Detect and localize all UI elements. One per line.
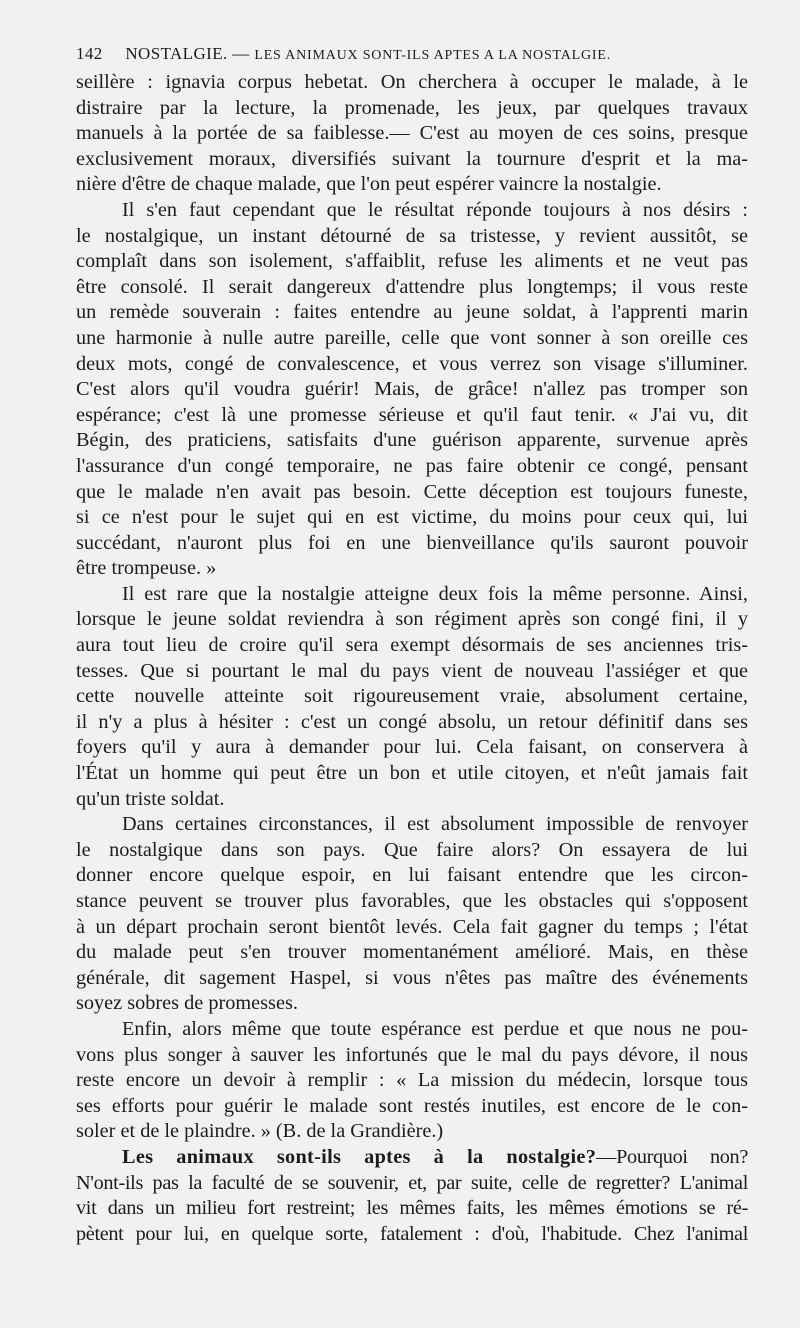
text-line: générale, dit sagement Haspel, si vous n'êtes pas maître des événements	[76, 966, 748, 989]
text-line	[76, 1145, 748, 1171]
text-line: seillère : ignavia corpus hebetat. On cherchera à occuper le malade, à le	[76, 71, 748, 93]
running-header	[76, 44, 748, 64]
paragraph	[76, 582, 748, 812]
text-line: à un départ prochain seront bientôt levés. Cela fait gagner du temps ; l'état	[76, 915, 748, 938]
text-line: exclusivement moraux, diversifiés suivant la tournure d'esprit et la ma-	[76, 147, 748, 170]
text-line: Il est rare que la nostalgie atteigne deux fois la même personne. Ainsi,	[122, 582, 748, 605]
text-line: ses efforts pour guérir le malade sont restés inutiles, est encore de le con-	[76, 1094, 748, 1117]
text-line: un remède souverain : faites entendre au jeune soldat, à l'apprenti marin	[76, 301, 748, 324]
text-line: lorsque le jeune soldat reviendra à son régiment après son congé fini, il y	[76, 608, 748, 631]
text-line: pètent pour lui, en quelque sorte, fatalement : d'où, l'habitude. Chez l'animal	[76, 1222, 748, 1245]
chapter-title: NOSTALGIE.	[125, 44, 228, 63]
paragraph	[76, 198, 748, 582]
text-line: le nostalgique, un instant détourné de sa tristesse, y revient aussitôt, se	[76, 224, 748, 247]
text-line: espérance; c'est là une promesse sérieuse et qu'il faut tenir. « J'ai vu, dit	[76, 403, 748, 426]
text-line: stance peuvent se trouver plus favorables, que les obstacles qui s'opposent	[76, 890, 748, 912]
run-in-heading: Les animaux sont-ils aptes à la nostalgie?	[122, 1145, 597, 1168]
text-line: Bégin, des praticiens, satisfaits d'une guérison apparente, survenue après	[76, 429, 748, 452]
text-line: soyez sobres de promesses.	[76, 992, 298, 1015]
text-line: qu'un triste soldat.	[76, 787, 225, 810]
section-title: LES ANIMAUX SONT-ILS APTES A LA NOSTALGIE.	[254, 48, 612, 63]
text-line: nière d'être de chaque malade, que l'on peut espérer vaincre la nostalgie.	[76, 173, 662, 196]
text-line: si ce n'est pour le sujet qui en est victime, du moins pour ceux qui, lui	[76, 506, 748, 529]
text-line: Il s'en faut cependant que le résultat réponde toujours à nos désirs :	[122, 198, 748, 221]
text-line: complaît dans son isolement, s'affaiblit, refuse les aliments et ne veut pas	[76, 250, 748, 273]
text-line: distraire par la lecture, la promenade, les jeux, par quelques travaux	[76, 96, 748, 119]
text-line: vit dans un milieu fort restreint; les mêmes faits, les mêmes émotions se ré-	[76, 1197, 748, 1220]
text-line: tesses. Que si pourtant le mal du pays vient de nouveau l'assiéger et que	[76, 659, 748, 682]
text-line: foyers qu'il y aura à demander pour lui. Cela faisant, on conservera à	[76, 736, 748, 759]
text-line: vons plus songer à sauver les infortunés que le mal du pays dévore, il nous	[76, 1043, 748, 1066]
text-line: l'État un homme qui peut être un bon et utile citoyen, et n'eût jamais fait	[76, 762, 748, 785]
text-line: que le malade n'en avait pas besoin. Cette déception est toujours funeste,	[76, 480, 748, 503]
body-text	[76, 70, 748, 1247]
text-line: du malade peut s'en trouver momentanément amélioré. Mais, en thèse	[76, 941, 748, 964]
paragraph-animals	[76, 1145, 748, 1247]
text-line: donner encore quelque espoir, en lui faisant entendre que les circon-	[76, 864, 748, 887]
page-number: 142	[76, 44, 103, 63]
text-line: il n'y a plus à hésiter : c'est un congé absolu, un retour définitif dans ses	[76, 710, 748, 733]
text-line: soler et de le plaindre. » (B. de la Grandière.)	[76, 1120, 444, 1143]
paragraph	[76, 812, 748, 1017]
text-line: Enfin, alors même que toute espérance est perdue et que nous ne pou-	[122, 1017, 748, 1040]
text-line: Dans certaines circonstances, il est absolument impossible de renvoyer	[122, 813, 748, 836]
text-line: cette nouvelle atteinte soit rigoureusement vraie, absolument certaine,	[76, 685, 748, 708]
text-line: succédant, n'auront plus foi en une bienveillance qu'ils sauront pouvoir	[76, 531, 748, 554]
heading-continuation: —Pourquoi non?	[596, 1145, 748, 1168]
text-line: N'ont-ils pas la faculté de se souvenir, et, par suite, celle de regretter? L'animal	[76, 1171, 748, 1194]
text-line: reste encore un devoir à remplir : « La mission du médecin, lorsque tous	[76, 1069, 748, 1092]
text-line: le nostalgique dans son pays. Que faire alors? On essayera de lui	[76, 838, 748, 861]
header-dash: —	[232, 44, 250, 63]
text-line: être consolé. Il serait dangereux d'attendre plus longtemps; il vous reste	[76, 275, 748, 298]
text-line: l'assurance d'un congé temporaire, ne pas faire obtenir ce congé, pensant	[76, 454, 748, 477]
text-line: C'est alors qu'il voudra guérir! Mais, de grâce! n'allez pas tromper son	[76, 378, 748, 401]
text-line: deux mots, congé de convalescence, et vous verrez son visage s'illuminer.	[76, 352, 748, 375]
paragraph	[76, 1017, 748, 1145]
text-line: aura tout lieu de croire qu'il sera exempt désormais de ses anciennes tris-	[76, 634, 748, 657]
paragraph	[76, 70, 748, 198]
text-line: manuels à la portée de sa faiblesse.— C'est au moyen de ces soins, presque	[76, 122, 748, 145]
text-line: une harmonie à nulle autre pareille, celle que vont sonner à son oreille ces	[76, 326, 748, 349]
text-line: être trompeuse. »	[76, 557, 217, 580]
